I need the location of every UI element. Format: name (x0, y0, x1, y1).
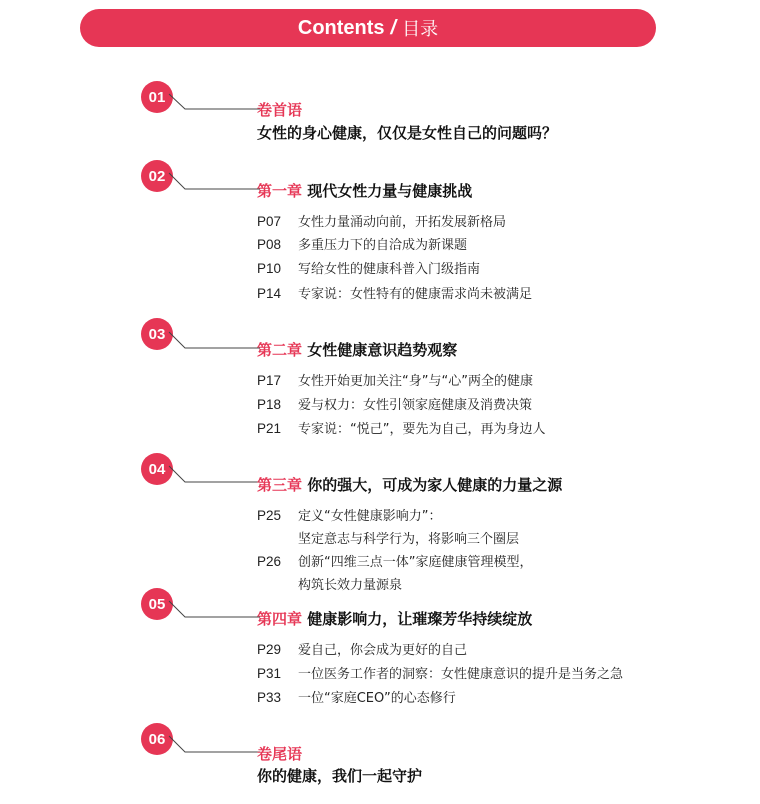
section-label: 第二章 (257, 341, 303, 359)
connector-line (165, 90, 260, 110)
page-number: P07 (257, 214, 282, 229)
toc-entry[interactable] (257, 370, 533, 389)
entry-title: 创新“四维三点一体”家庭健康管理模型， (298, 555, 533, 570)
section-title: 你的强大，可成为家人健康的力量之源 (307, 476, 563, 494)
toc-entry[interactable] (257, 551, 532, 570)
page-number: P17 (257, 373, 282, 388)
section-label: 卷首语 (257, 101, 303, 119)
page-number: P10 (257, 261, 282, 276)
page-number: P14 (257, 286, 282, 301)
page-number: P26 (257, 554, 282, 569)
section-number-badge: 01 (141, 81, 173, 113)
entry-title: 爱与权力：女性引领家庭健康及消费决策 (298, 398, 533, 413)
section-heading[interactable] (257, 743, 302, 764)
section-title: 女性健康意识趋势观察 (307, 341, 458, 359)
toc-entry[interactable] (257, 283, 532, 302)
toc-entry[interactable] (257, 418, 545, 437)
toc-entry[interactable] (257, 258, 480, 277)
entry-title-continuation[interactable]: 坚定意志与科学行为，将影响三个圈层 (298, 532, 520, 547)
toc-entry[interactable] (257, 211, 506, 230)
entry-title-continuation[interactable]: 构筑长效力量源泉 (298, 578, 403, 593)
section-number-badge: 03 (141, 318, 173, 350)
connector-line (165, 169, 260, 191)
connector-line (165, 328, 260, 350)
toc-entry[interactable] (257, 234, 467, 253)
section-heading[interactable] (257, 339, 457, 360)
section-label: 第四章 (257, 610, 303, 628)
entry-title: 一位“家庭CEO”的心态修行 (298, 691, 456, 706)
page-number: P29 (257, 642, 282, 657)
toc-entry[interactable] (257, 687, 456, 706)
connector-line (165, 597, 260, 619)
section-title: 现代女性力量与健康挑战 (307, 182, 473, 200)
page-number: P31 (257, 666, 282, 681)
entry-title: 多重压力下的自洽成为新课题 (298, 238, 468, 253)
section-label: 第一章 (257, 182, 303, 200)
section-label: 卷尾语 (257, 745, 303, 763)
entry-title: 专家说：女性特有的健康需求尚未被满足 (298, 287, 533, 302)
toc-entry[interactable] (257, 663, 623, 682)
section-heading[interactable] (257, 474, 562, 495)
page-number: P33 (257, 690, 282, 705)
header-title-cn: 目录 (402, 19, 439, 40)
toc-entry[interactable] (257, 394, 532, 413)
entry-title: 专家说：“悦己”，要先为自己，再为身边人 (298, 422, 546, 437)
entry-title: 写给女性的健康科普入门级指南 (298, 262, 481, 277)
entry-title: 定义“女性健康影响力”： (298, 509, 442, 524)
toc-entry[interactable] (257, 639, 467, 658)
section-title: 健康影响力，让璀璨芳华持续绽放 (307, 610, 533, 628)
page-number: P08 (257, 237, 282, 252)
entry-title: 女性力量涌动向前，开拓发展新格局 (298, 215, 507, 230)
section-number-badge: 04 (141, 453, 173, 485)
page-number: P25 (257, 508, 282, 523)
entry-title: 爱自己，你会成为更好的自己 (298, 643, 468, 658)
section-number-badge: 02 (141, 160, 173, 192)
header-separator: / (390, 16, 397, 39)
entry-title: 女性开始更加关注“身”与“心”两全的健康 (298, 374, 533, 389)
toc-entry[interactable] (257, 505, 441, 524)
section-heading[interactable] (257, 608, 532, 629)
connector-line (165, 732, 260, 754)
entry-title: 一位医务工作者的洞察：女性健康意识的提升是当务之急 (298, 667, 624, 682)
section-heading[interactable] (257, 99, 302, 120)
section-number-badge: 05 (141, 588, 173, 620)
connector-line (165, 462, 260, 484)
header-title-en: Contents (297, 16, 385, 39)
section-number-badge: 06 (141, 723, 173, 755)
section-subtitle[interactable]: 你的健康，我们一起守护 (257, 767, 423, 785)
section-heading[interactable] (257, 180, 472, 201)
section-subtitle[interactable]: 女性的身心健康，仅仅是女性自己的问题吗？ (257, 124, 558, 142)
page-number: P18 (257, 397, 282, 412)
page-number: P21 (257, 421, 282, 436)
section-label: 第三章 (257, 476, 303, 494)
contents-header (80, 9, 656, 47)
